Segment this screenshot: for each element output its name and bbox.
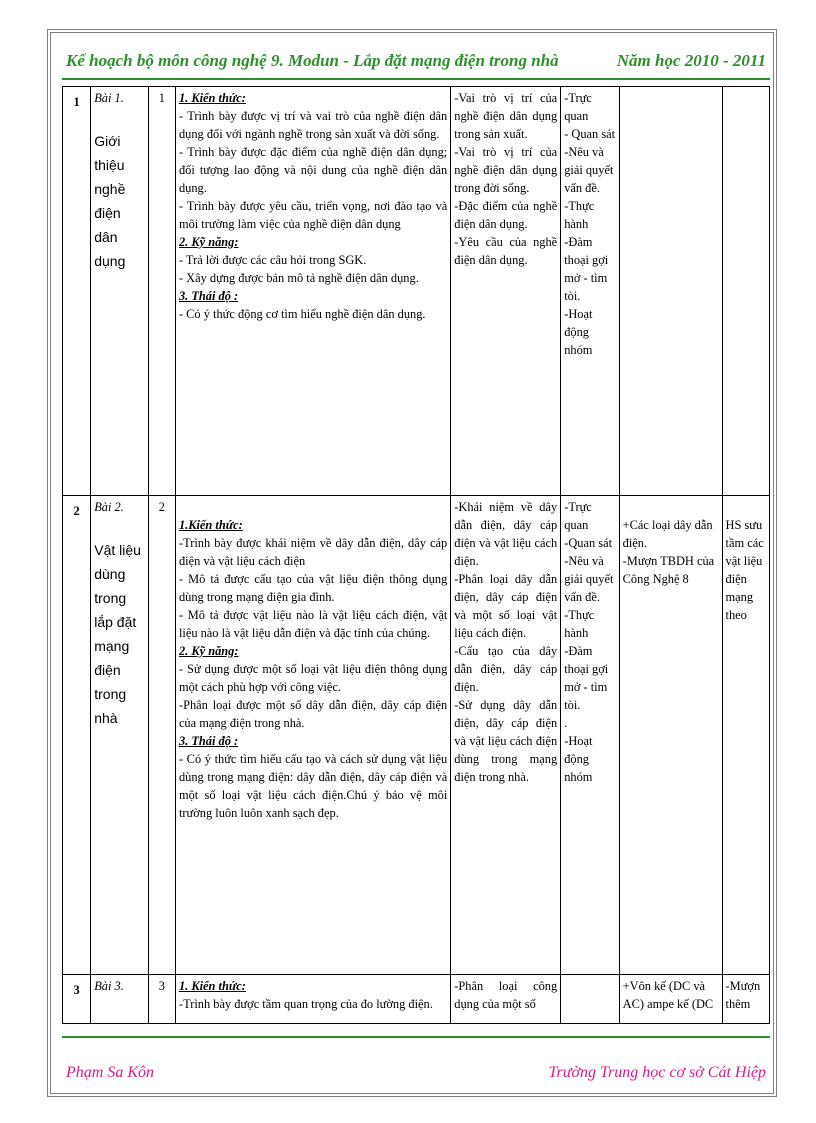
equipment-cell	[619, 975, 722, 1024]
spacer	[726, 498, 766, 516]
objective-text: - Xây dựng được bản mô tả nghề điện dân dụng.	[178, 271, 419, 285]
key-point: -Sử dụng dây dẫn điện, dây cáp điện và vật liệu cách điện dùng trong mạng điện trong nhà.	[454, 698, 558, 784]
lesson-row	[63, 87, 770, 496]
footer-divider	[62, 1036, 770, 1038]
preparation-cell	[722, 496, 769, 975]
methods-cell	[561, 496, 619, 975]
objectives-cell	[175, 975, 450, 1024]
preparation-item: HS sưu tầm các vật liệu điện mạng theo	[725, 518, 764, 622]
lesson-label: Bài 3.	[94, 979, 124, 993]
method-item: -Đàm thoại gợi mở - tìm tòi.	[564, 644, 609, 712]
key-point: -Đặc điểm của nghề điện dân dụng.	[454, 199, 558, 231]
method-item: -Quan sát	[564, 536, 613, 550]
objective-text: - Có ý thức động cơ tìm hiểu nghề điện dân dụng.	[178, 307, 426, 321]
method-item: -Đàm thoại gợi mở - tìm tòi.	[564, 235, 609, 303]
key-point: -Phân loại dây dẫn điện, dây cáp điện và một số loại vật liệu cách điện.	[454, 572, 558, 640]
method-item: -Hoạt động nhóm	[564, 307, 593, 357]
periods-cell	[148, 496, 175, 975]
preparation-item: -Mượn thêm	[725, 979, 761, 1011]
lesson-name: Giới thiệu nghề điện dân dụng	[94, 133, 126, 269]
lesson-number-cell	[63, 87, 91, 496]
page-header	[66, 46, 766, 76]
period-count: 1	[158, 91, 165, 105]
author-name: Phạm Sa Kôn	[66, 1064, 154, 1081]
methods-cell	[561, 975, 619, 1024]
lesson-title-cell	[91, 975, 148, 1024]
key-point: -Yêu cầu của nghề điện dân dụng.	[454, 235, 558, 267]
lesson-name: Vật liệu dùng trong lắp đặt mạng điện trong nhà	[94, 542, 141, 726]
method-item: - Quan sát	[564, 127, 616, 141]
equipment-item: -Mượn TBDH của Công Nghệ 8	[622, 554, 715, 586]
objective-text: - Sử dụng được một số loại vật liệu điện thông dụng một cách phù hợp với công việc.	[178, 662, 448, 694]
objective-heading: 2. Kỹ năng:	[178, 235, 239, 249]
objectives-cell	[175, 496, 450, 975]
page-footer	[66, 1060, 766, 1086]
lesson-number: 1	[73, 95, 80, 109]
key-points-cell	[451, 87, 561, 496]
lesson-number: 2	[73, 504, 80, 518]
method-item: -Thực hành	[564, 199, 595, 231]
lesson-row	[63, 975, 770, 1024]
lesson-title-cell	[91, 496, 148, 975]
key-point: -Cấu tạo của dây dẫn điện, dây cáp điện.	[454, 644, 558, 694]
objective-text: - Trình bày được vị trí và vai trò của nghề điện dân dụng đối với ngành nghề trong sản xuất và đời sống.	[178, 109, 448, 141]
school-name: Trường Trung học cơ sở Cát Hiệp	[548, 1064, 766, 1081]
key-points-cell	[451, 975, 561, 1024]
objective-text: - Mô tả được vật liệu nào là vật liệu cách điện, vật liệu nào là vật liệu dẫn điện và đặc tính của chúng.	[178, 608, 448, 640]
lesson-row	[63, 496, 770, 975]
spacer	[179, 498, 447, 516]
objective-heading: 2. Kỹ năng:	[178, 644, 239, 658]
key-points-cell	[451, 496, 561, 975]
objective-heading: 1. Kiến thức:	[178, 91, 246, 105]
key-point: -Vai trò vị trí của nghề điện dân dụng trong đời sống.	[454, 145, 558, 195]
equipment-cell	[619, 496, 722, 975]
period-count: 3	[158, 979, 165, 993]
methods-cell	[561, 87, 619, 496]
method-item: -Hoạt động nhóm	[564, 734, 593, 784]
key-point: -Khái niệm về dây dẫn điện, dây cáp điện và vật liệu cách điện.	[454, 500, 558, 568]
key-point: -Vai trò vị trí của nghề điện dân dụng trong sản xuất.	[454, 91, 558, 141]
header-divider	[62, 78, 770, 80]
method-item: -Trực quan	[564, 500, 592, 532]
equipment-item: +Vôn kế (DC và AC) ampe kế (DC	[622, 979, 714, 1011]
objectives-cell	[175, 87, 450, 496]
lesson-label: Bài 1.	[94, 91, 124, 105]
periods-cell	[148, 975, 175, 1024]
preparation-cell	[722, 87, 769, 496]
equipment-cell	[619, 87, 722, 496]
method-item: .	[564, 716, 568, 730]
objective-text: -Phân loại được một số dây dẫn điện, dây cáp điện của mạng điện trong nhà.	[178, 698, 448, 730]
objective-text: -Trình bày được tầm quan trọng của đo lường điện.	[178, 997, 433, 1011]
lesson-title-cell	[91, 87, 148, 496]
lesson-number-cell	[63, 975, 91, 1024]
plan-title: Kế hoạch bộ môn công nghệ 9. Modun - Lắp đặt mạng điện trong nhà	[66, 51, 559, 70]
lesson-label: Bài 2.	[94, 500, 124, 514]
method-item: -Trực quan	[564, 91, 592, 123]
method-item: -Thực hành	[564, 608, 595, 640]
equipment-item: +Các loại dây dẫn điện.	[622, 518, 713, 550]
objective-heading: 3. Thái độ :	[178, 734, 239, 748]
lesson-number: 3	[73, 983, 80, 997]
objective-text: - Trình bày được yêu cầu, triển vọng, nơi đào tạo và môi trường làm việc của nghề điện dân dụng	[178, 199, 448, 231]
lesson-plan-table	[62, 86, 770, 1024]
spacer	[623, 498, 719, 516]
preparation-cell	[722, 975, 769, 1024]
lesson-number-cell	[63, 496, 91, 975]
school-year: Năm học 2010 - 2011	[616, 51, 766, 70]
objective-heading: 1.Kiến thức:	[178, 518, 243, 532]
method-item: -Nêu và giải quyết vấn đề.	[564, 145, 614, 195]
objective-text: - Có ý thức tìm hiểu cấu tạo và cách sử dụng vật liệu dùng trong mạng điện: dây dẫn điện, dây cáp điện và một số loại vật liệu cách điện.Chú ý bảo vệ môi trường luôn luôn xanh sạch đẹp.	[178, 752, 448, 820]
method-item: -Nêu và giải quyết vấn đề.	[564, 554, 614, 604]
objective-text: - Trình bày được đặc điểm của nghề điện dân dụng; đối tượng lao động và nội dung của nghề điện dân dụng.	[178, 145, 448, 195]
period-count: 2	[158, 500, 165, 514]
objective-heading: 3. Thái độ :	[178, 289, 239, 303]
key-point: -Phân loại công dụng của một số	[454, 979, 558, 1011]
periods-cell	[148, 87, 175, 496]
objective-text: - Mô tả được cấu tạo của vật liệu điện thông dụng dùng trong mạng điện gia đình.	[178, 572, 448, 604]
objective-text: - Trả lời được các câu hỏi trong SGK.	[178, 253, 367, 267]
objective-heading: 1. Kiến thức:	[178, 979, 246, 993]
objective-text: -Trình bày được khái niệm về dây dẫn điện, dây cáp điện và vật liệu cách điện	[178, 536, 448, 568]
